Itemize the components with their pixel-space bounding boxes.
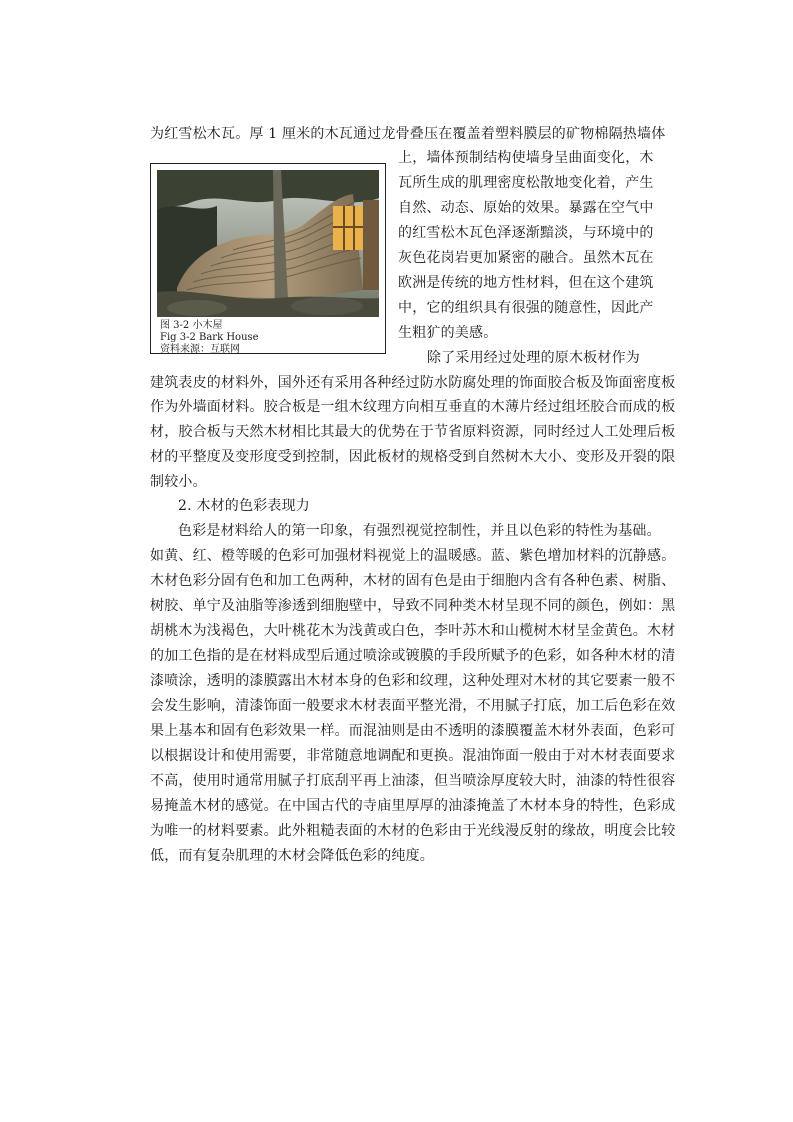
text-line-13: 材，胶合板与天然木材相比其最大的优势在于节省原料资源，同时经过人工处理后板 bbox=[150, 424, 676, 440]
text-line-30: 低，而有复杂肌理的木材会降低色彩的纯度。 bbox=[150, 848, 434, 864]
text-line-25: 果上基本和固有色彩效果一样。而混油则是由不透明的漆膜覆盖木材外表面，色彩可 bbox=[150, 723, 676, 739]
text-line-1: 为红雪松木瓦。厚 1 厘米的木瓦通过龙骨叠压在覆盖着塑料膜层的矿物棉隔热墙体 bbox=[150, 126, 666, 142]
text-line-11: 建筑表皮的材料外，国外还有采用各种经过防水防腐处理的饰面胶合板及饰面密度板 bbox=[150, 375, 676, 391]
text-line-19: 木材色彩分固有色和加工色两种，木材的固有色是由于细胞内含有各种色素、树脂、 bbox=[150, 573, 676, 589]
text-line-12: 作为外墙面材料。胶合板是一组木纹理方向相互垂直的木薄片经过组坯胶合而成的板 bbox=[150, 399, 676, 415]
text-line-9: 生粗犷的美感。 bbox=[398, 325, 498, 341]
text-line-3: 瓦所生成的肌理密度松散地变化着，产生 bbox=[398, 175, 654, 191]
text-line-29: 为唯一的材料要素。此外粗糙表面的木材的色彩由于光线漫反射的缘故，明度会比较 bbox=[150, 823, 676, 839]
figure-caption-cn: 图 3-2 小木屋 bbox=[160, 320, 223, 331]
text-line-18: 如黄、红、橙等暖的色彩可加强材料视觉上的温暖感。蓝、紫色增加材料的沉静感。 bbox=[150, 548, 676, 564]
text-line-23: 漆喷涂，透明的漆膜露出木材本身的色彩和纹理，这种处理对木材的其它要素一般不 bbox=[150, 673, 676, 689]
bark-house-photo bbox=[157, 170, 379, 317]
text-line-28: 易掩盖木材的感觉。在中国古代的寺庙里厚厚的油漆掩盖了木材本身的特性，色彩成 bbox=[150, 798, 676, 814]
text-line-24: 会发生影响，清漆饰面一般要求木材表面平整光滑，不用腻子打底，加工后色彩在效 bbox=[150, 698, 676, 714]
text-line-20: 树胶、单宁及油脂等渗透到细胞壁中，导致不同种类木材呈现不同的颜色，例如：黑 bbox=[150, 598, 676, 614]
text-line-6: 灰色花岗岩更加紧密的融合。虽然木瓦在 bbox=[398, 250, 654, 266]
text-line-27: 不高，使用时通常用腻子打底刮平再上油漆，但当喷涂厚度较大时，油漆的特性很容 bbox=[150, 773, 676, 789]
figure-caption-en: Fig 3-2 Bark House bbox=[160, 332, 259, 343]
text-line-17: 色彩是材料给人的第一印象，有强烈视觉控制性，并且以色彩的特性为基础。 bbox=[178, 523, 661, 539]
section-heading: 2. 木材的色彩表现力 bbox=[178, 498, 311, 514]
text-line-10: 除了采用经过处理的原木板材作为 bbox=[427, 350, 640, 366]
text-line-26: 以根据设计和使用需要，非常随意地调配和更换。混油饰面一般由于对木材表面要求 bbox=[150, 748, 676, 764]
text-line-22: 的加工色指的是在材料成型后通过喷涂或镀膜的手段所赋予的色彩，如各种木材的清 bbox=[150, 648, 676, 664]
text-line-21: 胡桃木为浅褐色，大叶桃花木为浅黄或白色，李叶苏木和山榄树木材呈金黄色。木材 bbox=[150, 623, 676, 639]
figure-box bbox=[150, 163, 386, 354]
text-line-2: 上，墙体预制结构使墙身呈曲面变化，木 bbox=[398, 150, 654, 166]
text-line-5: 的红雪松木瓦色泽逐渐黯淡，与环境中的 bbox=[398, 225, 654, 241]
text-line-8: 中，它的组织具有很强的随意性，因此产 bbox=[398, 300, 654, 316]
text-line-4: 自然、动态、原始的效果。暴露在空气中 bbox=[398, 200, 654, 216]
text-line-14: 材的平整度及变形度受到控制，因此板材的规格受到自然树木大小、变形及开裂的限 bbox=[150, 449, 676, 465]
text-line-15: 制较小。 bbox=[150, 474, 207, 490]
figure-source: 资料来源：互联网 bbox=[160, 344, 240, 355]
text-line-7: 欧洲是传统的地方性材料，但在这个建筑 bbox=[398, 275, 654, 291]
